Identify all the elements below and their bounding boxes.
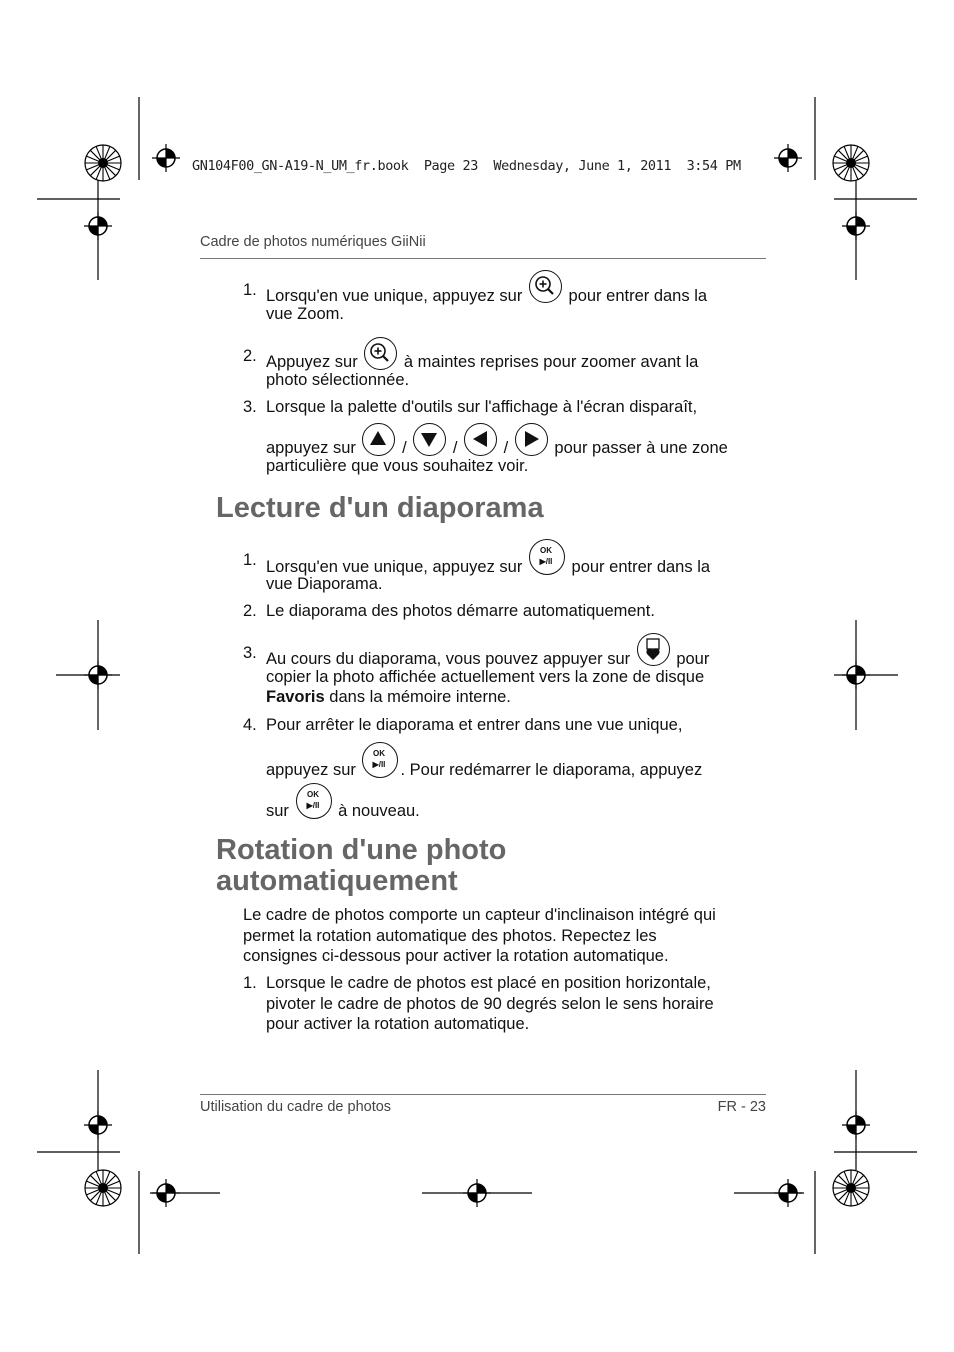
ok-play-pause-icon: [362, 742, 398, 778]
step-text: Appuyez sur: [266, 352, 358, 371]
step-text: appuyez sur: [266, 438, 356, 457]
step-text: Lorsque la palette d'outils sur l'affichage à l'écran disparaît,: [266, 398, 698, 416]
separator: /: [503, 438, 509, 457]
step-number: 2.: [243, 602, 257, 620]
step-number: 1.: [243, 281, 257, 299]
zoom-in-icon: [529, 270, 562, 303]
section-heading: Rotation d'une photo: [216, 834, 507, 866]
footer-chapter: Utilisation du cadre de photos: [200, 1099, 392, 1115]
step-number: 3.: [243, 398, 257, 416]
svg-text:OK: OK: [306, 790, 319, 799]
list-item: [266, 337, 698, 370]
step-text: dans la mémoire interne.: [329, 688, 511, 706]
step-text: à maintes reprises pour zoomer avant la: [403, 352, 699, 371]
section-heading-line2: automatiquement: [216, 865, 458, 897]
zoom-in-icon: [364, 337, 397, 370]
step-text: Pour arrêter le diaporama et entrer dans une vue unique,: [266, 716, 683, 734]
step-text: photo sélectionnée.: [266, 371, 410, 389]
right-arrow-icon: [515, 423, 548, 456]
favorite-heart-icon: [637, 633, 670, 666]
step-number: 4.: [243, 716, 257, 734]
list-item: [266, 423, 728, 456]
svg-text:OK: OK: [539, 546, 552, 555]
step-text: vue Diaporama.: [266, 575, 383, 593]
step-text: Le diaporama des photos démarre automatiquement.: [266, 602, 655, 620]
intro-line: Le cadre de photos comporte un capteur d'inclinaison intégré qui: [243, 906, 716, 924]
step-text: Au cours du diaporama, vous pouvez appuyer sur: [266, 649, 631, 668]
list-item: [266, 633, 709, 666]
print-slug: GN104F00_GN-A19-N_UM_fr.book Page 23 Wednesday, June 1, 2011 3:54 PM: [192, 158, 741, 174]
list-item: [266, 270, 707, 303]
separator: /: [452, 438, 458, 457]
list-item: [266, 742, 702, 778]
step-text: particulière que vous souhaitez voir.: [266, 457, 529, 475]
step-text: pour entrer dans la: [568, 286, 708, 305]
svg-text:▶/II: ▶/II: [373, 760, 386, 769]
step-text: à nouveau.: [338, 802, 420, 821]
favorites-label: Favoris: [266, 688, 325, 706]
step-text: pour entrer dans la: [571, 558, 711, 577]
left-arrow-icon: [464, 423, 497, 456]
step-text: sur: [266, 802, 289, 821]
intro-line: permet la rotation automatique des photos. Repectez les: [243, 927, 657, 945]
step-text: pour passer à une zone: [554, 438, 728, 457]
svg-text:▶/II: ▶/II: [306, 801, 319, 810]
ok-play-pause-icon: [529, 539, 565, 575]
step-text: Lorsqu'en vue unique, appuyez sur: [266, 558, 523, 577]
step-text: Lorsqu'en vue unique, appuyez sur: [266, 286, 523, 305]
list-item: [266, 539, 710, 575]
step-number: 1.: [243, 551, 257, 569]
step-text: appuyez sur: [266, 761, 356, 780]
list-item: [266, 687, 511, 708]
svg-text:▶/II: ▶/II: [539, 557, 553, 566]
step-text: copier la photo affichée actuellement vers la zone de disque: [266, 668, 705, 686]
up-arrow-icon: [362, 423, 395, 456]
page-number: FR - 23: [717, 1099, 766, 1115]
step-text: pour activer la rotation automatique.: [266, 1015, 530, 1033]
step-number: 3.: [243, 644, 257, 662]
header-rule: [200, 258, 766, 259]
list-item: [266, 783, 420, 819]
step-text: vue Zoom.: [266, 305, 344, 323]
step-text: pour: [676, 649, 710, 668]
step-text: Lorsque le cadre de photos est placé en position horizontale,: [266, 974, 711, 992]
separator: /: [402, 438, 407, 457]
running-header: Cadre de photos numériques GiiNii: [200, 234, 426, 250]
ok-play-pause-icon: [296, 783, 332, 819]
down-arrow-icon: [413, 423, 446, 456]
svg-text:OK: OK: [373, 749, 386, 758]
step-text: . Pour redémarrer le diaporama, appuyez: [400, 761, 703, 780]
intro-line: consignes ci-dessous pour activer la rotation automatique.: [243, 947, 669, 965]
step-text: pivoter le cadre de photos de 90 degrés selon le sens horaire: [266, 995, 714, 1013]
step-number: 1.: [243, 974, 257, 992]
footer-rule: [200, 1094, 766, 1095]
section-heading: Lecture d'un diaporama: [216, 492, 544, 524]
step-number: 2.: [243, 347, 257, 365]
